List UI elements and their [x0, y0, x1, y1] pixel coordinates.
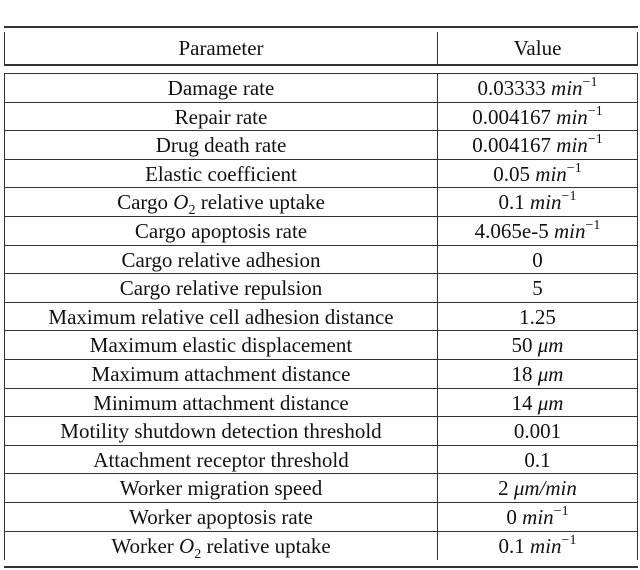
- table-row: [4, 160, 638, 189]
- table-row: [4, 389, 638, 418]
- parameter-value: 0 $\min^{-1}$: [506, 503, 569, 529]
- parameter-name: Maximum relative cell adhesion distance: [5, 303, 438, 331]
- parameter-name: Minimum attachment distance: [5, 389, 438, 417]
- header-parameter: Parameter: [5, 32, 438, 64]
- parameter-name: Motility shutdown detection threshold: [5, 417, 438, 445]
- parameter-value: 0: [532, 247, 543, 272]
- parameter-name: Repair rate: [5, 103, 438, 131]
- parameter-name: Cargo $O_2$ relative uptake: [5, 188, 438, 216]
- parameter-value: 0.03333 $\min^{-1}$: [477, 75, 598, 100]
- table-row: [4, 246, 638, 275]
- parameter-name: Cargo apoptosis rate: [5, 217, 438, 245]
- table-row: [4, 303, 638, 332]
- parameter-value: 5: [532, 276, 543, 301]
- parameter-value: 2 μm/min: [498, 476, 577, 501]
- parameter-name: Elastic coefficient: [5, 160, 438, 188]
- parameter-name: Worker $O_2$ relative uptake: [5, 532, 438, 561]
- table-row: [4, 360, 638, 389]
- parameter-value: 50 μm: [511, 333, 564, 358]
- parameter-value: 0.05 $\min^{-1}$: [493, 160, 582, 186]
- table-row: [4, 103, 638, 132]
- parameter-value: 14 μm: [511, 390, 564, 415]
- table-row: [4, 274, 638, 303]
- parameter-name: Cargo relative repulsion: [5, 274, 438, 302]
- parameter-name: Worker migration speed: [5, 474, 438, 502]
- parameter-table: [4, 26, 638, 568]
- header-value: Value: [513, 36, 562, 60]
- parameter-name: Worker apoptosis rate: [5, 503, 438, 531]
- table-row: [4, 503, 638, 532]
- parameter-value: 1.25: [519, 304, 556, 329]
- parameter-value: 0.001: [513, 419, 562, 444]
- parameter-value: 18 μm: [511, 361, 564, 386]
- bottom-rule: [4, 566, 638, 568]
- table-row: [4, 417, 638, 446]
- table-row: [4, 188, 638, 217]
- table-row: [4, 446, 638, 475]
- parameter-name: Drug death rate: [5, 131, 438, 159]
- parameter-value: 0.004167 $\min^{-1}$: [472, 103, 603, 129]
- top-rule: [4, 26, 638, 28]
- table-row: [4, 474, 638, 503]
- parameter-value: 0.1: [524, 447, 551, 472]
- table-row: [4, 131, 638, 160]
- table-body: [4, 73, 638, 560]
- parameter-name: Cargo relative adhesion: [5, 246, 438, 274]
- parameter-name: Maximum elastic displacement: [5, 331, 438, 359]
- header-row: [4, 32, 638, 64]
- parameter-value: 0.1 $\min^{-1}$: [498, 532, 577, 558]
- parameter-value: 0.1 $\min^{-1}$: [498, 189, 577, 215]
- parameter-value: 0.004167 $\min^{-1}$: [472, 132, 603, 158]
- parameter-name: Attachment receptor threshold: [5, 446, 438, 474]
- parameter-name: Maximum attachment distance: [5, 360, 438, 388]
- table-row: [4, 331, 638, 360]
- table-row: [4, 74, 638, 103]
- parameter-value: 4.065e-5 $\min^{-1}$: [474, 217, 601, 243]
- parameter-name: Damage rate: [5, 74, 438, 102]
- table-row: [4, 217, 638, 246]
- table-row: [4, 532, 638, 561]
